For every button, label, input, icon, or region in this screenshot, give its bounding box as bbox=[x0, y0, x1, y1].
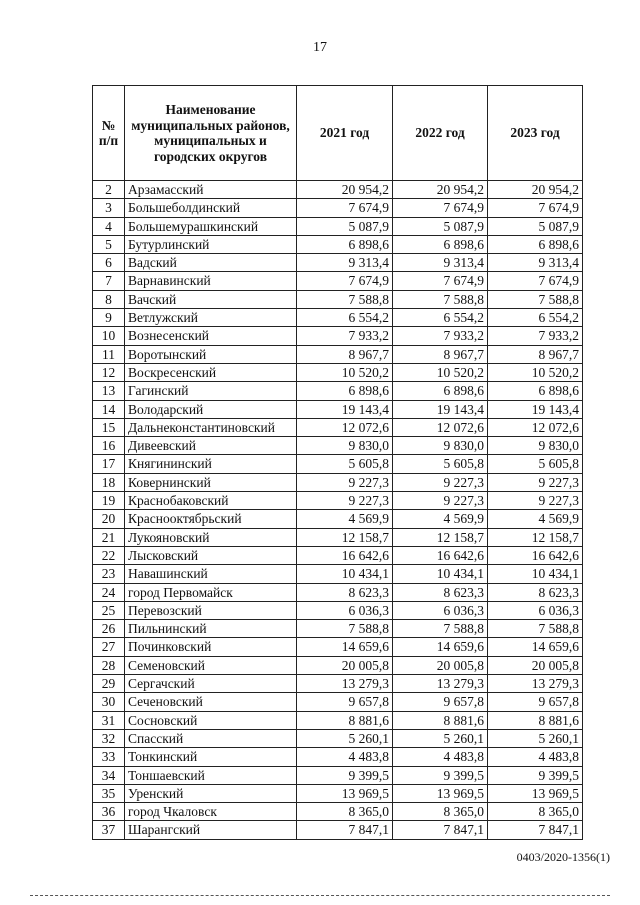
row-value-2023: 10 520,2 bbox=[488, 363, 583, 381]
row-value-2023: 4 569,9 bbox=[488, 510, 583, 528]
row-value-2022: 14 659,6 bbox=[393, 638, 488, 656]
row-value-2023: 9 657,8 bbox=[488, 693, 583, 711]
row-municipality-name: Ветлужский bbox=[125, 309, 297, 327]
row-value-2022: 5 087,9 bbox=[393, 217, 488, 235]
row-value-2023: 8 967,7 bbox=[488, 345, 583, 363]
row-value-2021: 5 087,9 bbox=[297, 217, 393, 235]
table-row bbox=[93, 437, 583, 455]
table-row bbox=[93, 455, 583, 473]
row-value-2021: 9 313,4 bbox=[297, 254, 393, 272]
row-number: 25 bbox=[93, 601, 125, 619]
table-row bbox=[93, 693, 583, 711]
row-value-2022: 13 969,5 bbox=[393, 784, 488, 802]
row-value-2023: 9 227,3 bbox=[488, 473, 583, 491]
row-value-2022: 20 954,2 bbox=[393, 181, 488, 199]
row-value-2022: 13 279,3 bbox=[393, 675, 488, 693]
row-number: 9 bbox=[93, 309, 125, 327]
row-municipality-name: Большемурашкинский bbox=[125, 217, 297, 235]
row-municipality-name: Володарский bbox=[125, 400, 297, 418]
row-value-2022: 7 588,8 bbox=[393, 620, 488, 638]
row-value-2022: 7 933,2 bbox=[393, 327, 488, 345]
header-2021: 2021 год bbox=[297, 86, 393, 181]
table-row bbox=[93, 327, 583, 345]
table-row bbox=[93, 748, 583, 766]
row-number: 3 bbox=[93, 199, 125, 217]
row-value-2021: 4 483,8 bbox=[297, 748, 393, 766]
row-value-2021: 8 881,6 bbox=[297, 711, 393, 729]
row-value-2022: 6 898,6 bbox=[393, 382, 488, 400]
row-value-2023: 5 260,1 bbox=[488, 729, 583, 747]
row-municipality-name: Варнавинский bbox=[125, 272, 297, 290]
row-value-2021: 10 434,1 bbox=[297, 565, 393, 583]
row-value-2022: 6 036,3 bbox=[393, 601, 488, 619]
table-row bbox=[93, 620, 583, 638]
row-value-2022: 9 313,4 bbox=[393, 254, 488, 272]
row-value-2021: 6 554,2 bbox=[297, 309, 393, 327]
row-value-2023: 12 158,7 bbox=[488, 528, 583, 546]
row-value-2021: 13 279,3 bbox=[297, 675, 393, 693]
document-code: 0403/2020-1356(1) bbox=[516, 850, 610, 864]
row-value-2021: 9 399,5 bbox=[297, 766, 393, 784]
row-value-2022: 7 847,1 bbox=[393, 821, 488, 839]
row-value-2021: 6 036,3 bbox=[297, 601, 393, 619]
row-value-2021: 5 605,8 bbox=[297, 455, 393, 473]
row-municipality-name: Тонкинский bbox=[125, 748, 297, 766]
header-name: Наименование муниципальных районов, муниципальных и городских округов bbox=[125, 86, 297, 181]
row-value-2023: 13 279,3 bbox=[488, 675, 583, 693]
row-value-2022: 20 005,8 bbox=[393, 656, 488, 674]
row-value-2023: 8 881,6 bbox=[488, 711, 583, 729]
row-municipality-name: Починковский bbox=[125, 638, 297, 656]
table-row bbox=[93, 235, 583, 253]
row-value-2023: 9 399,5 bbox=[488, 766, 583, 784]
row-municipality-name: Арзамасский bbox=[125, 181, 297, 199]
row-number: 15 bbox=[93, 418, 125, 436]
row-number: 14 bbox=[93, 400, 125, 418]
row-value-2021: 6 898,6 bbox=[297, 382, 393, 400]
row-value-2021: 12 072,6 bbox=[297, 418, 393, 436]
table-row bbox=[93, 272, 583, 290]
page-number: 17 bbox=[313, 40, 327, 55]
row-number: 28 bbox=[93, 656, 125, 674]
row-value-2021: 20 005,8 bbox=[297, 656, 393, 674]
row-value-2023: 13 969,5 bbox=[488, 784, 583, 802]
row-value-2021: 8 623,3 bbox=[297, 583, 393, 601]
row-value-2021: 16 642,6 bbox=[297, 546, 393, 564]
table-row bbox=[93, 729, 583, 747]
table-row bbox=[93, 510, 583, 528]
table-row bbox=[93, 546, 583, 564]
row-number: 21 bbox=[93, 528, 125, 546]
row-value-2023: 10 434,1 bbox=[488, 565, 583, 583]
row-number: 30 bbox=[93, 693, 125, 711]
row-value-2023: 5 087,9 bbox=[488, 217, 583, 235]
row-number: 10 bbox=[93, 327, 125, 345]
row-value-2023: 20 005,8 bbox=[488, 656, 583, 674]
row-municipality-name: Княгининский bbox=[125, 455, 297, 473]
row-value-2021: 7 674,9 bbox=[297, 272, 393, 290]
row-value-2022: 4 569,9 bbox=[393, 510, 488, 528]
row-number: 18 bbox=[93, 473, 125, 491]
row-municipality-name: Краснооктябрьский bbox=[125, 510, 297, 528]
row-value-2022: 8 967,7 bbox=[393, 345, 488, 363]
row-value-2022: 10 520,2 bbox=[393, 363, 488, 381]
row-municipality-name: Гагинский bbox=[125, 382, 297, 400]
row-number: 13 bbox=[93, 382, 125, 400]
row-value-2021: 7 674,9 bbox=[297, 199, 393, 217]
row-value-2021: 6 898,6 bbox=[297, 235, 393, 253]
row-value-2021: 4 569,9 bbox=[297, 510, 393, 528]
row-value-2022: 10 434,1 bbox=[393, 565, 488, 583]
table-row bbox=[93, 601, 583, 619]
row-value-2023: 14 659,6 bbox=[488, 638, 583, 656]
table-row bbox=[93, 400, 583, 418]
row-value-2021: 7 933,2 bbox=[297, 327, 393, 345]
table-row bbox=[93, 363, 583, 381]
row-value-2022: 12 072,6 bbox=[393, 418, 488, 436]
row-value-2023: 5 605,8 bbox=[488, 455, 583, 473]
row-number: 20 bbox=[93, 510, 125, 528]
row-value-2022: 7 674,9 bbox=[393, 199, 488, 217]
row-value-2021: 20 954,2 bbox=[297, 181, 393, 199]
row-municipality-name: Вадский bbox=[125, 254, 297, 272]
row-value-2021: 10 520,2 bbox=[297, 363, 393, 381]
row-number: 33 bbox=[93, 748, 125, 766]
row-number: 31 bbox=[93, 711, 125, 729]
row-value-2021: 7 847,1 bbox=[297, 821, 393, 839]
row-number: 5 bbox=[93, 235, 125, 253]
table-body bbox=[93, 181, 583, 840]
table-row bbox=[93, 382, 583, 400]
row-municipality-name: Лукояновский bbox=[125, 528, 297, 546]
row-value-2022: 9 399,5 bbox=[393, 766, 488, 784]
row-municipality-name: Воротынский bbox=[125, 345, 297, 363]
row-number: 34 bbox=[93, 766, 125, 784]
row-value-2023: 6 554,2 bbox=[488, 309, 583, 327]
row-number: 23 bbox=[93, 565, 125, 583]
table-row bbox=[93, 473, 583, 491]
row-municipality-name: Навашинский bbox=[125, 565, 297, 583]
row-value-2023: 19 143,4 bbox=[488, 400, 583, 418]
table-row bbox=[93, 528, 583, 546]
row-number: 17 bbox=[93, 455, 125, 473]
row-value-2023: 4 483,8 bbox=[488, 748, 583, 766]
row-municipality-name: Пильнинский bbox=[125, 620, 297, 638]
subsidy-table bbox=[92, 85, 583, 840]
row-municipality-name: Ковернинский bbox=[125, 473, 297, 491]
table-row bbox=[93, 711, 583, 729]
row-value-2022: 6 554,2 bbox=[393, 309, 488, 327]
row-value-2021: 9 227,3 bbox=[297, 473, 393, 491]
header-2023: 2023 год bbox=[488, 86, 583, 181]
row-value-2021: 12 158,7 bbox=[297, 528, 393, 546]
row-value-2021: 9 227,3 bbox=[297, 492, 393, 510]
table-row bbox=[93, 254, 583, 272]
table-row bbox=[93, 638, 583, 656]
row-municipality-name: Сосновский bbox=[125, 711, 297, 729]
row-number: 8 bbox=[93, 290, 125, 308]
row-municipality-name: Дальнеконстантиновский bbox=[125, 418, 297, 436]
row-municipality-name: Дивеевский bbox=[125, 437, 297, 455]
row-municipality-name: Лысковский bbox=[125, 546, 297, 564]
row-number: 32 bbox=[93, 729, 125, 747]
table-row bbox=[93, 290, 583, 308]
row-value-2022: 7 588,8 bbox=[393, 290, 488, 308]
row-value-2021: 13 969,5 bbox=[297, 784, 393, 802]
row-municipality-name: Большеболдинский bbox=[125, 199, 297, 217]
row-value-2023: 7 588,8 bbox=[488, 620, 583, 638]
row-value-2021: 8 365,0 bbox=[297, 803, 393, 821]
row-value-2022: 19 143,4 bbox=[393, 400, 488, 418]
row-value-2022: 9 830,0 bbox=[393, 437, 488, 455]
row-number: 6 bbox=[93, 254, 125, 272]
row-value-2023: 7 588,8 bbox=[488, 290, 583, 308]
row-number: 11 bbox=[93, 345, 125, 363]
row-value-2022: 12 158,7 bbox=[393, 528, 488, 546]
row-number: 4 bbox=[93, 217, 125, 235]
row-value-2023: 12 072,6 bbox=[488, 418, 583, 436]
row-municipality-name: город Чкаловск bbox=[125, 803, 297, 821]
row-value-2021: 7 588,8 bbox=[297, 620, 393, 638]
table-row bbox=[93, 345, 583, 363]
row-number: 12 bbox=[93, 363, 125, 381]
header-number: № п/п bbox=[93, 86, 125, 181]
row-value-2021: 9 657,8 bbox=[297, 693, 393, 711]
row-value-2022: 16 642,6 bbox=[393, 546, 488, 564]
row-value-2023: 7 674,9 bbox=[488, 272, 583, 290]
row-number: 19 bbox=[93, 492, 125, 510]
row-value-2021: 9 830,0 bbox=[297, 437, 393, 455]
row-municipality-name: Вознесенский bbox=[125, 327, 297, 345]
table-row bbox=[93, 821, 583, 839]
row-value-2022: 8 881,6 bbox=[393, 711, 488, 729]
row-value-2022: 9 227,3 bbox=[393, 492, 488, 510]
table-row bbox=[93, 418, 583, 436]
row-value-2023: 6 898,6 bbox=[488, 382, 583, 400]
row-value-2022: 6 898,6 bbox=[393, 235, 488, 253]
row-value-2022: 9 227,3 bbox=[393, 473, 488, 491]
row-value-2022: 9 657,8 bbox=[393, 693, 488, 711]
table-row bbox=[93, 766, 583, 784]
row-number: 22 bbox=[93, 546, 125, 564]
row-value-2023: 9 227,3 bbox=[488, 492, 583, 510]
row-value-2022: 5 605,8 bbox=[393, 455, 488, 473]
row-municipality-name: Спасский bbox=[125, 729, 297, 747]
row-number: 7 bbox=[93, 272, 125, 290]
row-value-2022: 4 483,8 bbox=[393, 748, 488, 766]
row-value-2023: 8 365,0 bbox=[488, 803, 583, 821]
table-row bbox=[93, 217, 583, 235]
footer-divider bbox=[30, 895, 610, 896]
row-value-2023: 20 954,2 bbox=[488, 181, 583, 199]
row-value-2023: 6 036,3 bbox=[488, 601, 583, 619]
row-value-2021: 19 143,4 bbox=[297, 400, 393, 418]
row-value-2021: 14 659,6 bbox=[297, 638, 393, 656]
table-row bbox=[93, 492, 583, 510]
row-value-2022: 8 623,3 bbox=[393, 583, 488, 601]
row-value-2023: 9 313,4 bbox=[488, 254, 583, 272]
table-header-row bbox=[93, 86, 583, 181]
row-municipality-name: Вачский bbox=[125, 290, 297, 308]
row-value-2022: 8 365,0 bbox=[393, 803, 488, 821]
row-municipality-name: Семеновский bbox=[125, 656, 297, 674]
row-municipality-name: Краснобаковский bbox=[125, 492, 297, 510]
row-number: 26 bbox=[93, 620, 125, 638]
row-value-2023: 7 847,1 bbox=[488, 821, 583, 839]
row-value-2023: 6 898,6 bbox=[488, 235, 583, 253]
row-value-2021: 8 967,7 bbox=[297, 345, 393, 363]
row-value-2023: 9 830,0 bbox=[488, 437, 583, 455]
table-row bbox=[93, 656, 583, 674]
row-value-2021: 7 588,8 bbox=[297, 290, 393, 308]
row-municipality-name: Бутурлинский bbox=[125, 235, 297, 253]
row-number: 36 bbox=[93, 803, 125, 821]
row-value-2021: 5 260,1 bbox=[297, 729, 393, 747]
row-value-2022: 7 674,9 bbox=[393, 272, 488, 290]
row-municipality-name: Уренский bbox=[125, 784, 297, 802]
row-value-2023: 7 674,9 bbox=[488, 199, 583, 217]
table-row bbox=[93, 675, 583, 693]
row-municipality-name: Шарангский bbox=[125, 821, 297, 839]
row-municipality-name: Воскресенский bbox=[125, 363, 297, 381]
table-row bbox=[93, 309, 583, 327]
row-value-2022: 5 260,1 bbox=[393, 729, 488, 747]
row-municipality-name: Перевозский bbox=[125, 601, 297, 619]
table-row bbox=[93, 181, 583, 199]
table-row bbox=[93, 583, 583, 601]
row-municipality-name: Сеченовский bbox=[125, 693, 297, 711]
row-number: 2 bbox=[93, 181, 125, 199]
row-municipality-name: Тоншаевский bbox=[125, 766, 297, 784]
row-value-2023: 8 623,3 bbox=[488, 583, 583, 601]
table-row bbox=[93, 199, 583, 217]
row-municipality-name: Сергачский bbox=[125, 675, 297, 693]
row-number: 29 bbox=[93, 675, 125, 693]
row-value-2023: 16 642,6 bbox=[488, 546, 583, 564]
row-number: 27 bbox=[93, 638, 125, 656]
row-number: 35 bbox=[93, 784, 125, 802]
row-number: 16 bbox=[93, 437, 125, 455]
row-number: 37 bbox=[93, 821, 125, 839]
table-row bbox=[93, 803, 583, 821]
row-municipality-name: город Первомайск bbox=[125, 583, 297, 601]
table-row bbox=[93, 565, 583, 583]
row-value-2023: 7 933,2 bbox=[488, 327, 583, 345]
row-number: 24 bbox=[93, 583, 125, 601]
table-row bbox=[93, 784, 583, 802]
header-2022: 2022 год bbox=[393, 86, 488, 181]
